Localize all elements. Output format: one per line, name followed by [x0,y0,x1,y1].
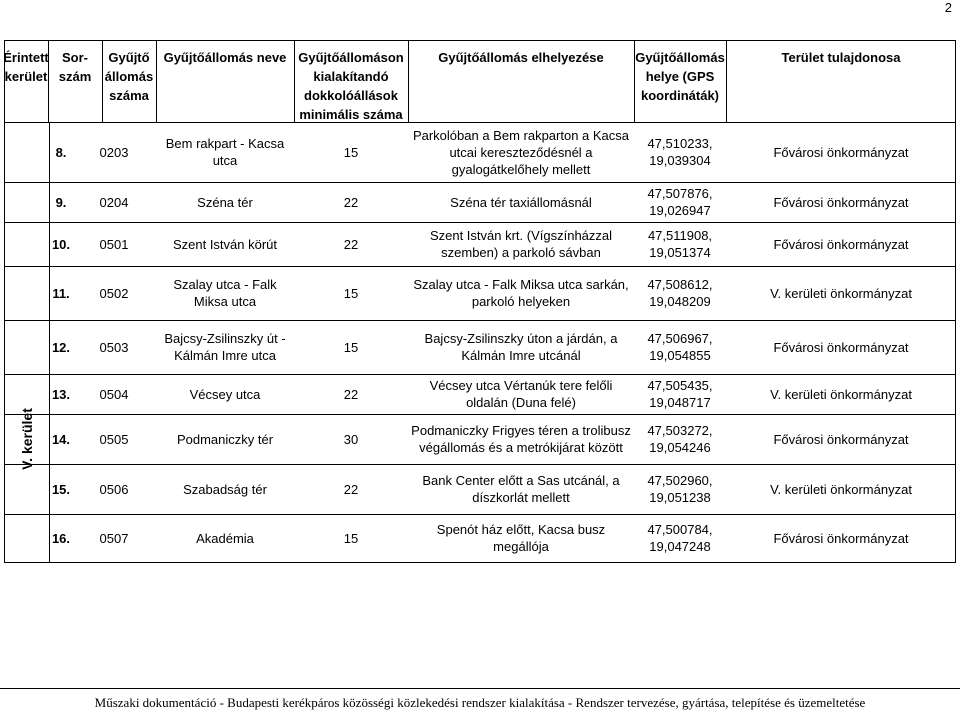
row-gps: 47,502960, 19,051238 [647,473,713,505]
row-sorszam: 9. [55,194,67,210]
row-sorszam: 11. [52,285,70,301]
row-owner: Fővárosi önkormányzat [773,194,909,210]
row-owner: Fővárosi önkormányzat [773,530,909,546]
row-docks: 15 [343,144,359,160]
row-name: Széna tér [197,194,253,210]
row-owner: Fővárosi önkormányzat [773,431,909,447]
row-docks: 22 [343,194,359,210]
row-gps: 47,503272, 19,054246 [647,423,713,455]
row-location: Parkolóban a Bem rakparton a Kacsa utcai kereszteződésnél a gyalogátkelőhely mellett [412,127,630,177]
row-location: Vécsey utca Vértanúk tere felőli oldalán (Duna felé) [429,378,613,410]
row-sorszam: 16. [51,530,71,546]
row-sorszam: 15. [51,481,71,497]
row-name: Szabadság tér [183,481,267,497]
row-id: 0503 [99,339,129,355]
row-docks: 30 [343,431,359,447]
row-id: 0507 [99,530,129,546]
header-tulajdonos: Terület tulajdonosa [781,50,901,65]
row-owner: Fővárosi önkormányzat [773,144,909,160]
row-gps: 47,500784, 19,047248 [647,522,713,554]
row-gps: 47,510233, 19,039304 [647,136,713,168]
row-owner: V. kerületi önkormányzat [770,285,912,301]
row-sorszam: 10. [51,236,71,252]
row-gps: 47,511908, 19,051374 [647,228,713,260]
row-id: 0501 [99,236,129,252]
district-label: V. kerület [19,407,35,470]
row-sorszam: 12. [51,339,71,355]
row-name: Bajcsy-Zsilinszky út - Kálmán Imre utca [164,331,286,363]
row-name: Szalay utca - Falk Miksa utca [173,277,277,309]
row-id: 0203 [99,144,129,160]
page-number: 2 [944,0,952,15]
row-owner: V. kerületi önkormányzat [770,481,912,497]
header-allomas-szama: Gyűjtő állomás száma [104,50,154,103]
row-sorszam: 13. [51,386,71,402]
row-location: Széna tér taxiállomásnál [450,194,592,210]
row-docks: 22 [343,481,359,497]
district-cell [4,122,50,563]
row-name: Bem rakpart - Kacsa utca [165,136,285,168]
row-name: Vécsey utca [189,386,261,402]
row-location: Szent István krt. (Vígszínházzal szemben) a parkoló sávban [429,228,613,260]
header-kerulet: Érintett kerület [3,50,49,84]
row-sorszam: 14. [51,431,71,447]
row-docks: 15 [343,339,359,355]
row-location: Bank Center előtt a Sas utcánál, a díszkorlát mellett [422,473,620,505]
row-gps: 47,505435, 19,048717 [647,378,713,410]
row-owner: Fővárosi önkormányzat [773,236,909,252]
row-name: Szent István körút [172,236,278,252]
row-id: 0506 [99,481,129,497]
header-sorszam: Sor-szám [58,50,92,84]
row-location: Podmaniczky Frigyes téren a trolibusz végállomás és a metrókijárat között [411,423,631,455]
row-owner: Fővárosi önkormányzat [773,339,909,355]
row-name: Akadémia [196,530,254,546]
row-docks: 22 [343,386,359,402]
header-gps: Gyűjtőállomás helye (GPS koordináták) [635,50,725,103]
page-footer: Műszaki dokumentáció - Budapesti kerékpáros közösségi közlekedési rendszer kialakítása - Rendszer tervezése, gyártása, telepítése és üzemeltetése [0,688,960,711]
row-location: Bajcsy-Zsilinszky úton a járdán, a Kálmán Imre utcánál [424,331,618,363]
header-dokkolok: Gyűjtőállomáson kialakítandó dokkolóállások minimális száma [298,50,404,122]
row-id: 0505 [99,431,129,447]
row-location: Szalay utca - Falk Miksa utca sarkán, parkoló helyeken [413,277,629,309]
row-docks: 15 [343,285,359,301]
row-id: 0502 [99,285,129,301]
row-owner: V. kerületi önkormányzat [770,386,912,402]
row-id: 0204 [99,194,129,210]
station-table [4,40,956,640]
row-name: Podmaniczky tér [176,431,274,447]
row-gps: 47,508612, 19,048209 [647,277,713,309]
row-id: 0504 [99,386,129,402]
row-location: Spenót ház előtt, Kacsa busz megállója [436,522,606,554]
header-allomas-neve: Gyűjtőállomás neve [163,50,287,65]
header-elhelyezes: Gyűjtőállomás elhelyezése [438,50,604,65]
row-sorszam: 8. [55,144,67,160]
row-docks: 15 [343,530,359,546]
row-gps: 47,507876, 19,026947 [647,186,713,218]
row-gps: 47,506967, 19,054855 [647,331,713,363]
row-docks: 22 [343,236,359,252]
